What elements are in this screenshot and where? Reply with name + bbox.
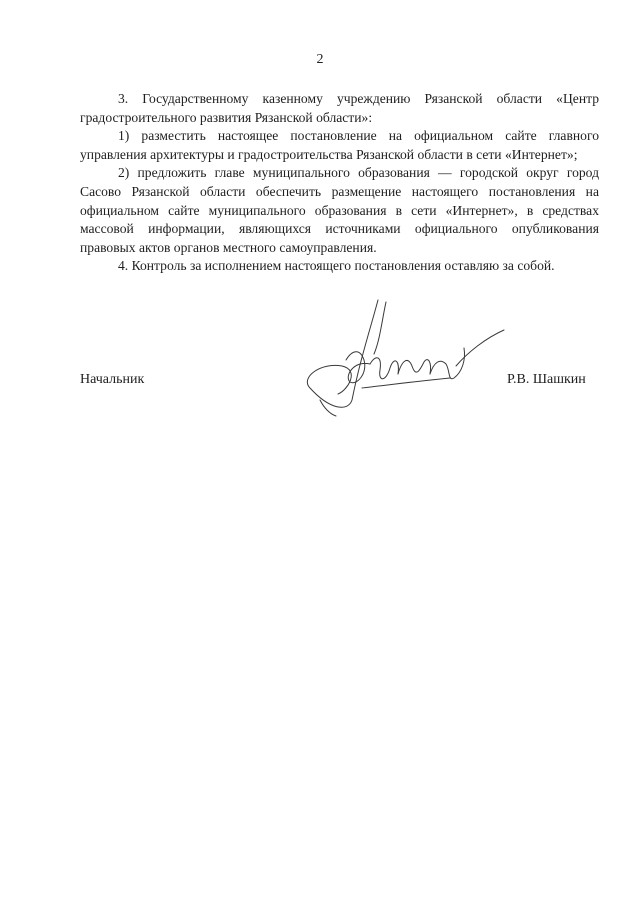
paragraph-1: 3. Государственному казенному учреждению Рязанской области «Центр градостроительного развития Рязанской области»: (80, 91, 599, 125)
paragraph-4: 4. Контроль за исполнением настоящего постановления оставляю за собой. (118, 258, 555, 274)
signer-name: Р.В. Шашкин (507, 372, 586, 387)
paragraph-2: 1) разместить настоящее постановление на официальном сайте главного управления архитектуры и градостроительства Рязанской области в сети «Интернет»; (80, 128, 599, 162)
handwritten-signature (290, 290, 510, 420)
signer-title: Начальник (80, 372, 145, 387)
paragraph-3: 2) предложить главе муниципального образования — городской округ город Сасово Рязанской области обеспечить размещение настоящего постановления на официальном сайте муниципального образования в сети «Интернет», в средствах массовой информации, являющихся источниками официального опубликования правовых актов органов местного самоуправления. (80, 165, 599, 255)
document-body (80, 90, 599, 276)
page-number: 2 (316, 52, 324, 67)
